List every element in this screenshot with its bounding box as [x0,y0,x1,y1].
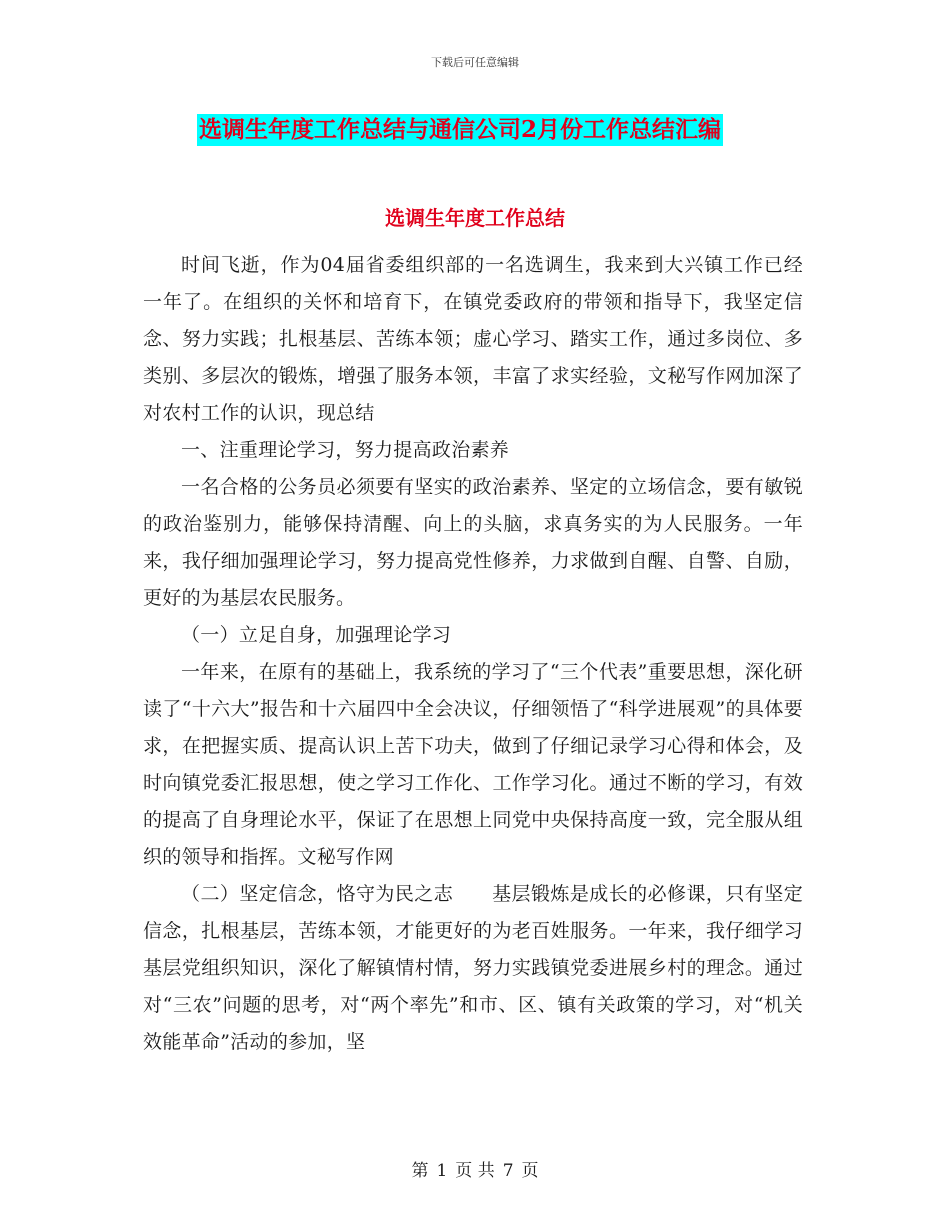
document-body [143,247,803,1061]
paragraph-3: （二）坚定信念，恪守为民之志 基层锻炼是成长的必修课，只有坚定信念，扎根基层，苦练本领，才能更好的为老百姓服务。一年来，我仔细学习基层党组织知识，深化了解镇情村情，努力实践镇党委进展乡村的理念。通过对“三农”问题的思考，对“两个率先”和市、区、镇有关政策的学习，对“机关效能革命”活动的参加，坚 [143,883,803,1053]
footer-total-pages: 7 [502,1161,514,1181]
footer-suffix: 页 [521,1161,539,1181]
paragraph-1: 一名合格的公务员必须要有坚实的政治素养、坚定的立场信念，要有敏锐的政治鉴别力，能够保持清醒、向上的头脑，求真务实的为人民服务。一年来，我仔细加强理论学习，努力提高党性修养，力求做到自醒、自警、自励，更好的为基层农民服务。 [143,476,803,609]
footer-page-number: 1 [436,1161,448,1181]
document-title: 选调生年度工作总结与通信公司2月份工作总结汇编 [197,114,723,146]
header-note: 下载后可任意编辑 [431,56,519,69]
paragraph-2: 一年来，在原有的基础上，我系统的学习了“三个代表”重要思想，深化研读了“十六大”报告和十六届四中全会决议，仔细领悟了“科学进展观”的具体要求，在把握实质、提高认识上苦下功夫，做到了仔细记录学习心得和体会，及时向镇党委汇报思想，使之学习工作化、工作学习化。通过不断的学习，有效的提高了自身理论水平，保证了在思想上同党中央保持高度一致，完全服从组织的领导和指挥。文秘写作网 [143,661,803,868]
paragraph-intro: 时间飞逝，作为04届省委组织部的一名选调生，我来到大兴镇工作已经一年了。在组织的关怀和培育下，在镇党委政府的带领和指导下，我坚定信念、努力实践；扎根基层、苦练本领；虚心学习、踏实工作，通过多岗位、多类别、多层次的锻炼，增强了服务本领，丰富了求实经验，文秘写作网加深了对农村工作的认识，现总结 [143,254,803,424]
section-title: 选调生年度工作总结 [385,206,565,230]
heading-1: 一、注重理论学习，努力提高政治素养 [181,439,510,461]
page-footer [0,1156,950,1181]
footer-prefix: 第 [411,1161,429,1181]
subheading-1: （一）立足自身，加强理论学习 [181,624,452,646]
footer-middle: 页 共 [455,1161,495,1181]
